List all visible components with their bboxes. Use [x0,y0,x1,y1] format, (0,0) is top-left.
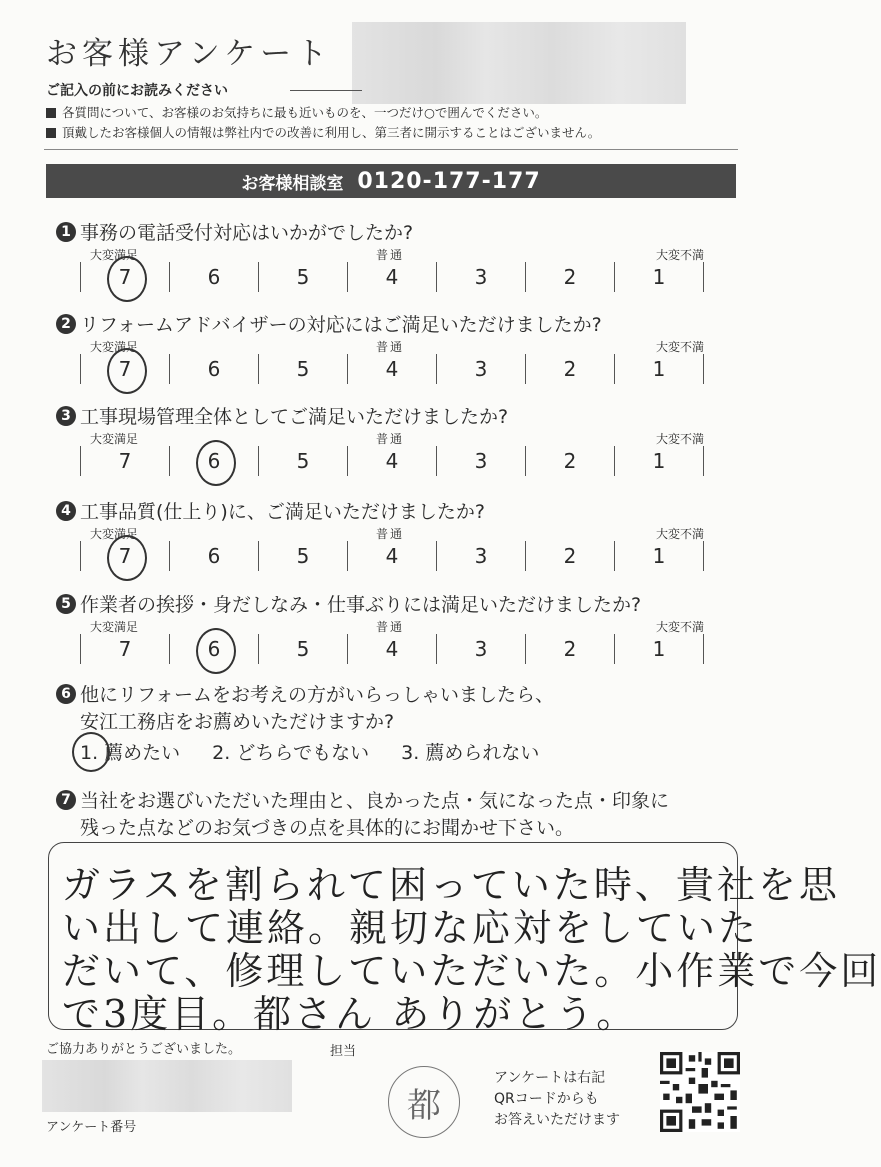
handwritten-line: で3度目。都さん ありがとう。 [62,992,638,1036]
consultation-banner [46,164,736,198]
rating-option[interactable]: 6 [169,541,258,571]
instruction-note [46,123,600,141]
rating-option[interactable]: 7 [80,262,169,292]
scale-label-neutral: 普通 [376,527,405,541]
rating-option[interactable]: 6 [169,634,258,664]
page-title: お客様アンケート [46,36,333,72]
rating-option[interactable]: 3 [436,541,525,571]
rating-option[interactable]: 2 [525,634,614,664]
scale-label-neutral: 普通 [376,248,405,262]
rating-option[interactable]: 5 [258,354,347,384]
rating-option[interactable]: 6 [169,446,258,476]
qr-note-line: QRコードからも [494,1091,599,1107]
rating-option[interactable]: 4 [347,634,436,664]
recommend-option[interactable]: 3. 薦められない [401,742,540,764]
rating-option[interactable]: 6 [169,354,258,384]
rating-scale [80,338,704,386]
staff-seal: 都 [388,1066,460,1138]
rating-cells [80,541,704,571]
question-4 [56,497,485,524]
rating-option[interactable]: 7 [80,634,169,664]
question-text: 事務の電話受付対応はいかがでしたか? [80,222,414,244]
rating-scale [80,618,704,666]
banner-label: お客様相談室 [241,173,344,194]
scale-label-very-dissatisfied: 大変不満 [655,527,704,541]
rating-option[interactable]: 2 [525,541,614,571]
divider [44,149,738,150]
rating-option[interactable]: 5 [258,262,347,292]
redacted-area [42,1060,292,1112]
rating-option[interactable]: 4 [347,354,436,384]
instruction-note [46,103,547,121]
question-number-badge: 7 [56,790,76,810]
scale-label-very-dissatisfied: 大変不満 [655,340,704,354]
scale-label-very-dissatisfied: 大変不満 [655,432,704,446]
question-number-badge: 1 [56,222,76,242]
question-7 [56,786,669,813]
handwritten-line: い出して連絡。親切な応対をしていた [62,906,760,950]
question-text: 工事現場管理全体としてご満足いただけましたか? [80,406,509,428]
rating-option[interactable]: 4 [347,262,436,292]
scale-label-neutral: 普通 [376,340,405,354]
qr-note [494,1068,620,1131]
rating-cells [80,354,704,384]
question-6-line2: 安江工務店をお薦めいただけますか? [80,711,395,733]
question-text: リフォームアドバイザーの対応にはご満足いただけましたか? [80,314,602,336]
qr-note-line: お答えいただけます [494,1112,620,1128]
recommend-option[interactable]: 1. 薦めたい [80,738,180,765]
question-number-badge: 4 [56,501,76,521]
rating-option[interactable]: 5 [258,541,347,571]
survey-number-label: アンケート番号 [46,1120,137,1135]
rating-option[interactable]: 1 [614,634,704,664]
scale-label-neutral: 普通 [376,620,405,634]
square-bullet-icon [46,108,56,118]
rating-option[interactable]: 4 [347,446,436,476]
qr-note-line: アンケートは右記 [494,1070,606,1086]
question-2 [56,310,602,337]
rating-option[interactable]: 3 [436,634,525,664]
question-6 [56,680,554,707]
rating-scale [80,430,704,478]
staff-label: 担当 [330,1044,357,1059]
rating-option[interactable]: 3 [436,262,525,292]
rating-option[interactable]: 4 [347,541,436,571]
rating-scale [80,525,704,573]
question-text: 作業者の挨拶・身だしなみ・仕事ぶりには満足いただけましたか? [80,594,642,616]
scale-label-very-satisfied: 大変満足 [90,527,139,541]
banner-phone: 0120-177-177 [357,168,541,194]
rating-option[interactable]: 1 [614,354,704,384]
note-text: 頂戴したお客様個人の情報は弊社内での改善に利用し、第三者に開示することはございません。 [62,125,601,140]
rating-option[interactable]: 3 [436,446,525,476]
scale-label-very-satisfied: 大変満足 [90,340,139,354]
rating-option[interactable]: 5 [258,446,347,476]
question-text: 工事品質(仕上り)に、ご満足いただけましたか? [80,501,485,523]
question-5 [56,590,641,617]
rating-option[interactable]: 1 [614,262,704,292]
question-1 [56,218,413,245]
question-number-badge: 2 [56,314,76,334]
heading-rule [290,90,362,91]
question-7-line2: 残った点などのお気づきの点を具体的にお聞かせ下さい。 [80,817,575,839]
qr-code-icon[interactable] [660,1052,740,1132]
handwritten-line: だいて、修理していただいた。小作業で今回 [62,949,881,993]
rating-cells [80,446,704,476]
rating-cells [80,262,704,292]
rating-option[interactable]: 2 [525,262,614,292]
recommend-options [80,738,539,765]
question-number-badge: 6 [56,684,76,704]
question-number-badge: 3 [56,406,76,426]
scale-label-very-satisfied: 大変満足 [90,620,139,634]
note-text: 各質問について、お客様のお気持ちに最も近いものを、一つだけ○で囲んでください。 [62,105,548,120]
rating-option[interactable]: 7 [80,541,169,571]
rating-option[interactable]: 7 [80,446,169,476]
rating-option[interactable]: 3 [436,354,525,384]
question-number-badge: 5 [56,594,76,614]
rating-option[interactable]: 7 [80,354,169,384]
rating-option[interactable]: 5 [258,634,347,664]
handwritten-line: ガラスを割られて困っていた時、貴社を思 [62,863,840,907]
scale-label-very-satisfied: 大変満足 [90,432,139,446]
square-bullet-icon [46,128,56,138]
rating-scale [80,246,704,294]
scale-label-very-dissatisfied: 大変不満 [655,248,704,262]
instructions-heading: ご記入の前にお読みください [46,83,228,99]
question-text: 他にリフォームをお考えの方がいらっしゃいましたら、 [80,684,555,706]
recommend-option[interactable]: 2. どちらでもない [212,742,370,764]
rating-option[interactable]: 6 [169,262,258,292]
question-text: 当社をお選びいただいた理由と、良かった点・気になった点・印象に [80,790,670,812]
rating-option[interactable]: 1 [614,541,704,571]
scale-label-very-dissatisfied: 大変不満 [655,620,704,634]
thanks-text: ご協力ありがとうございました。 [46,1042,242,1057]
scale-label-neutral: 普通 [376,432,405,446]
rating-option[interactable]: 2 [525,354,614,384]
scale-label-very-satisfied: 大変満足 [90,248,139,262]
question-3 [56,402,508,429]
rating-option[interactable]: 1 [614,446,704,476]
rating-option[interactable]: 2 [525,446,614,476]
rating-cells [80,634,704,664]
redacted-area [352,22,686,104]
